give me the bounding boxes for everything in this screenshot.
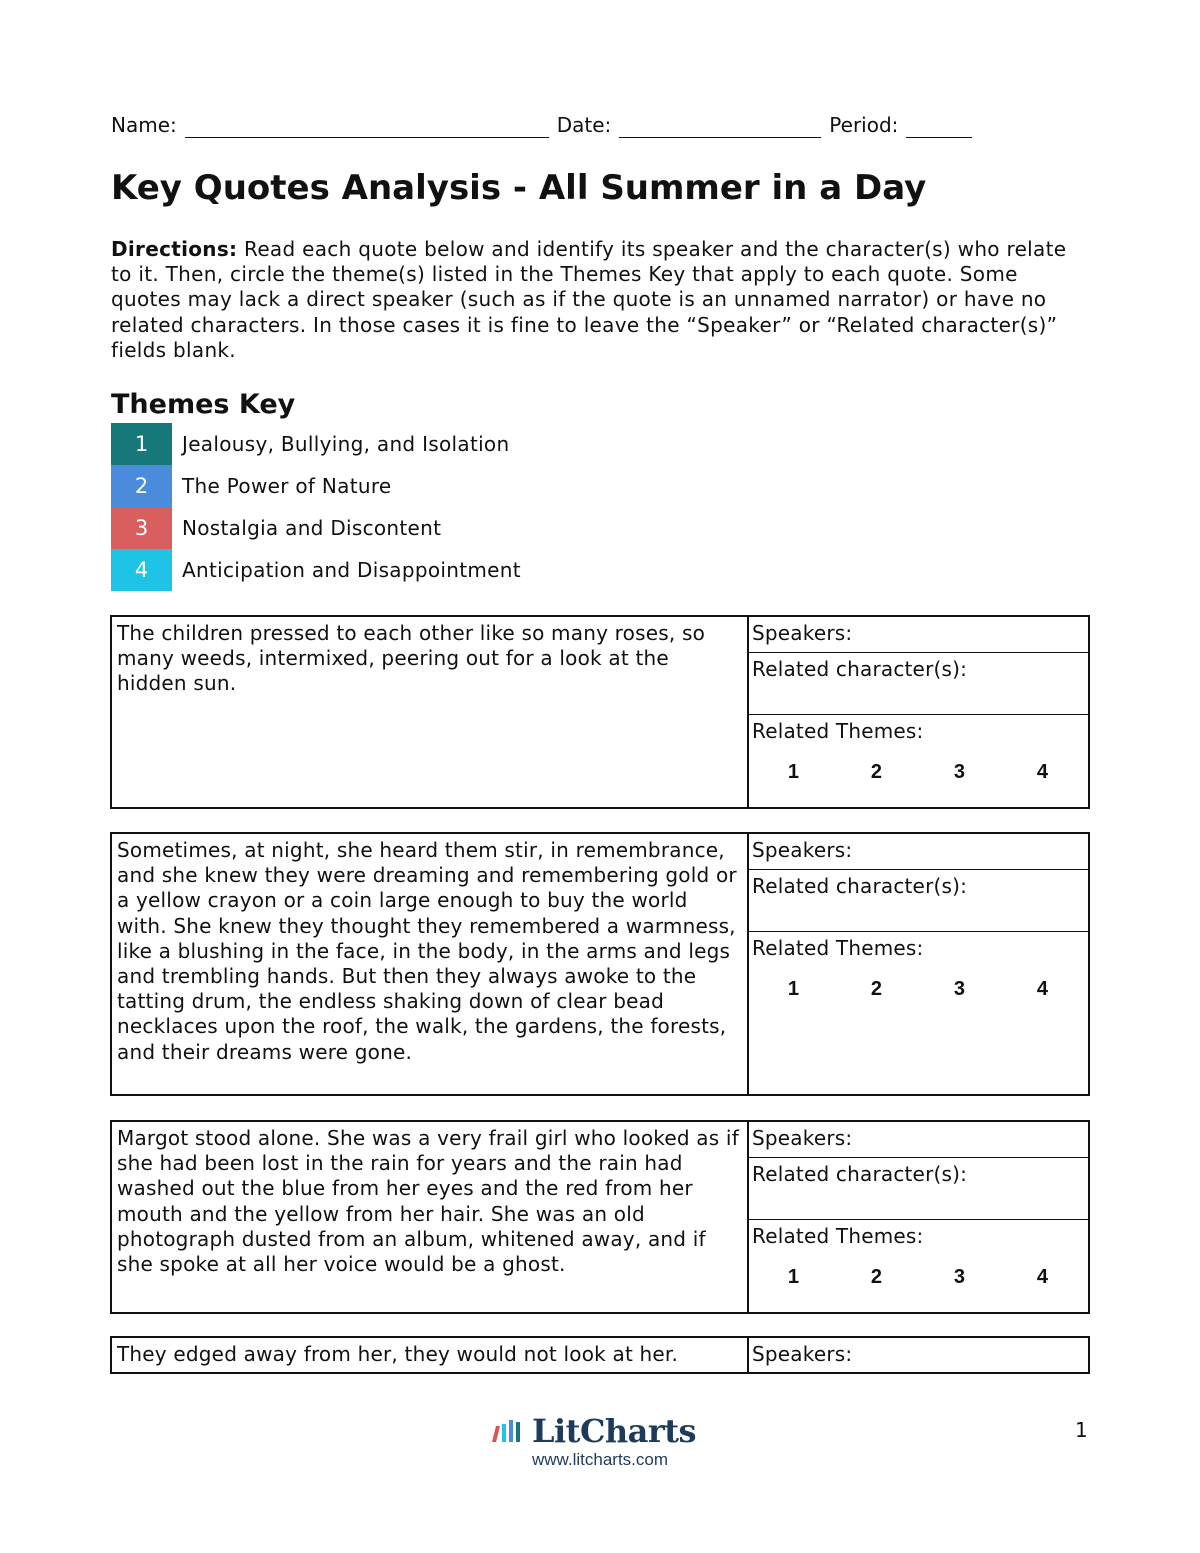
theme-choices [752, 761, 1084, 784]
theme-choices [752, 978, 1084, 1001]
litcharts-logo[interactable] [490, 1412, 696, 1450]
speakers-label: Speakers: [752, 1342, 853, 1366]
theme-key-item [111, 507, 521, 549]
header-fields [111, 112, 980, 138]
quote-analysis-fields [748, 833, 1089, 1095]
name-blank [185, 117, 549, 138]
period-label: Period: [829, 113, 899, 137]
quote-analysis-fields [748, 1121, 1089, 1313]
date-blank [619, 117, 821, 138]
directions-label: Directions: [111, 237, 238, 261]
theme-choices [752, 1266, 1084, 1289]
related-characters-field[interactable] [749, 653, 1088, 715]
related-characters-field[interactable] [749, 870, 1088, 932]
theme-choice-3[interactable]: 3 [953, 761, 966, 783]
speakers-label: Speakers: [752, 838, 853, 862]
related-themes-field [749, 715, 1088, 784]
theme-choice-4[interactable]: 4 [1036, 978, 1049, 1000]
page-number: 1 [1075, 1418, 1088, 1442]
theme-number-badge: 1 [111, 423, 172, 465]
theme-choice-3[interactable]: 3 [953, 1266, 966, 1288]
themes-key-heading: Themes Key [111, 389, 296, 420]
quote-text: They edged away from her, they would not look at her. [111, 1337, 748, 1373]
speakers-field[interactable] [749, 617, 1088, 653]
directions [111, 237, 1086, 363]
quote-text: The children pressed to each other like so many roses, so many weeds, intermixed, peering out for a look at the hidden sun. [111, 616, 748, 808]
period-blank [906, 117, 972, 138]
date-label: Date: [556, 113, 612, 137]
related-characters-label: Related character(s): [752, 657, 968, 681]
theme-label: Anticipation and Disappointment [182, 558, 521, 582]
speakers-field[interactable] [749, 1338, 1088, 1368]
theme-key-item [111, 549, 521, 591]
theme-label: The Power of Nature [182, 474, 392, 498]
theme-choice-2[interactable]: 2 [870, 761, 883, 783]
quote-table [110, 615, 1090, 809]
speakers-label: Speakers: [752, 1126, 853, 1150]
related-themes-label: Related Themes: [752, 936, 924, 960]
theme-choice-4[interactable]: 4 [1036, 761, 1049, 783]
themes-key [111, 423, 521, 591]
quote-table [110, 1336, 1090, 1374]
quote-text: Margot stood alone. She was a very frail girl who looked as if she had been lost in the rain for years and the rain had washed out the blue from her eyes and the red from her mouth and the yellow from her hair. She was an old photograph dusted from an album, whitened away, and if she spoke at all her voice would be a ghost. [111, 1121, 748, 1313]
quote-table [110, 1120, 1090, 1314]
theme-number-badge: 4 [111, 549, 172, 591]
footer-url[interactable]: www.litcharts.com [531, 1450, 669, 1469]
theme-label: Nostalgia and Discontent [182, 516, 442, 540]
quote-text: Sometimes, at night, she heard them stir, in remembrance, and she knew they were dreaming and remembering gold or a yellow crayon or a coin large enough to buy the world with. She knew they thought they remembered a warmness, like a blushing in the face, in the body, in the arms and legs and trembling hands. But then they always awoke to the tatting drum, the endless shaking down of clear bead necklaces upon the roof, the walk, the gardens, the forests, and their dreams were gone. [111, 833, 748, 1095]
related-themes-label: Related Themes: [752, 1224, 924, 1248]
related-themes-field [749, 932, 1088, 1001]
theme-choice-3[interactable]: 3 [953, 978, 966, 1000]
related-themes-label: Related Themes: [752, 719, 924, 743]
theme-number-badge: 3 [111, 507, 172, 549]
theme-key-item [111, 465, 521, 507]
theme-label: Jealousy, Bullying, and Isolation [182, 432, 510, 456]
quote-table [110, 832, 1090, 1096]
logo-text: LitCharts [532, 1412, 697, 1450]
theme-key-item [111, 423, 521, 465]
theme-choice-4[interactable]: 4 [1036, 1266, 1049, 1288]
speakers-field[interactable] [749, 1122, 1088, 1158]
name-label: Name: [111, 113, 177, 137]
related-characters-label: Related character(s): [752, 874, 968, 898]
theme-choice-1[interactable]: 1 [787, 978, 800, 1000]
quote-analysis-fields [748, 1337, 1089, 1373]
related-characters-label: Related character(s): [752, 1162, 968, 1186]
theme-choice-2[interactable]: 2 [870, 978, 883, 1000]
theme-choice-1[interactable]: 1 [787, 761, 800, 783]
theme-choice-1[interactable]: 1 [787, 1266, 800, 1288]
litcharts-bars-icon [490, 1418, 526, 1444]
speakers-field[interactable] [749, 834, 1088, 870]
theme-number-badge: 2 [111, 465, 172, 507]
theme-choice-2[interactable]: 2 [870, 1266, 883, 1288]
related-themes-field [749, 1220, 1088, 1289]
directions-text: Read each quote below and identify its speaker and the character(s) who relate to it. Then, circle the theme(s) listed in the Themes Key that apply to each quote. Some quotes may lack a direct speaker (such as if the quote is an unnamed narrator) or have no related characters. In those cases it is fine to leave the “Speaker” or “Related character(s)” fields blank. [111, 237, 1067, 362]
related-characters-field[interactable] [749, 1158, 1088, 1220]
quote-analysis-fields [748, 616, 1089, 808]
page-title: Key Quotes Analysis - All Summer in a Day [111, 168, 927, 208]
speakers-label: Speakers: [752, 621, 853, 645]
